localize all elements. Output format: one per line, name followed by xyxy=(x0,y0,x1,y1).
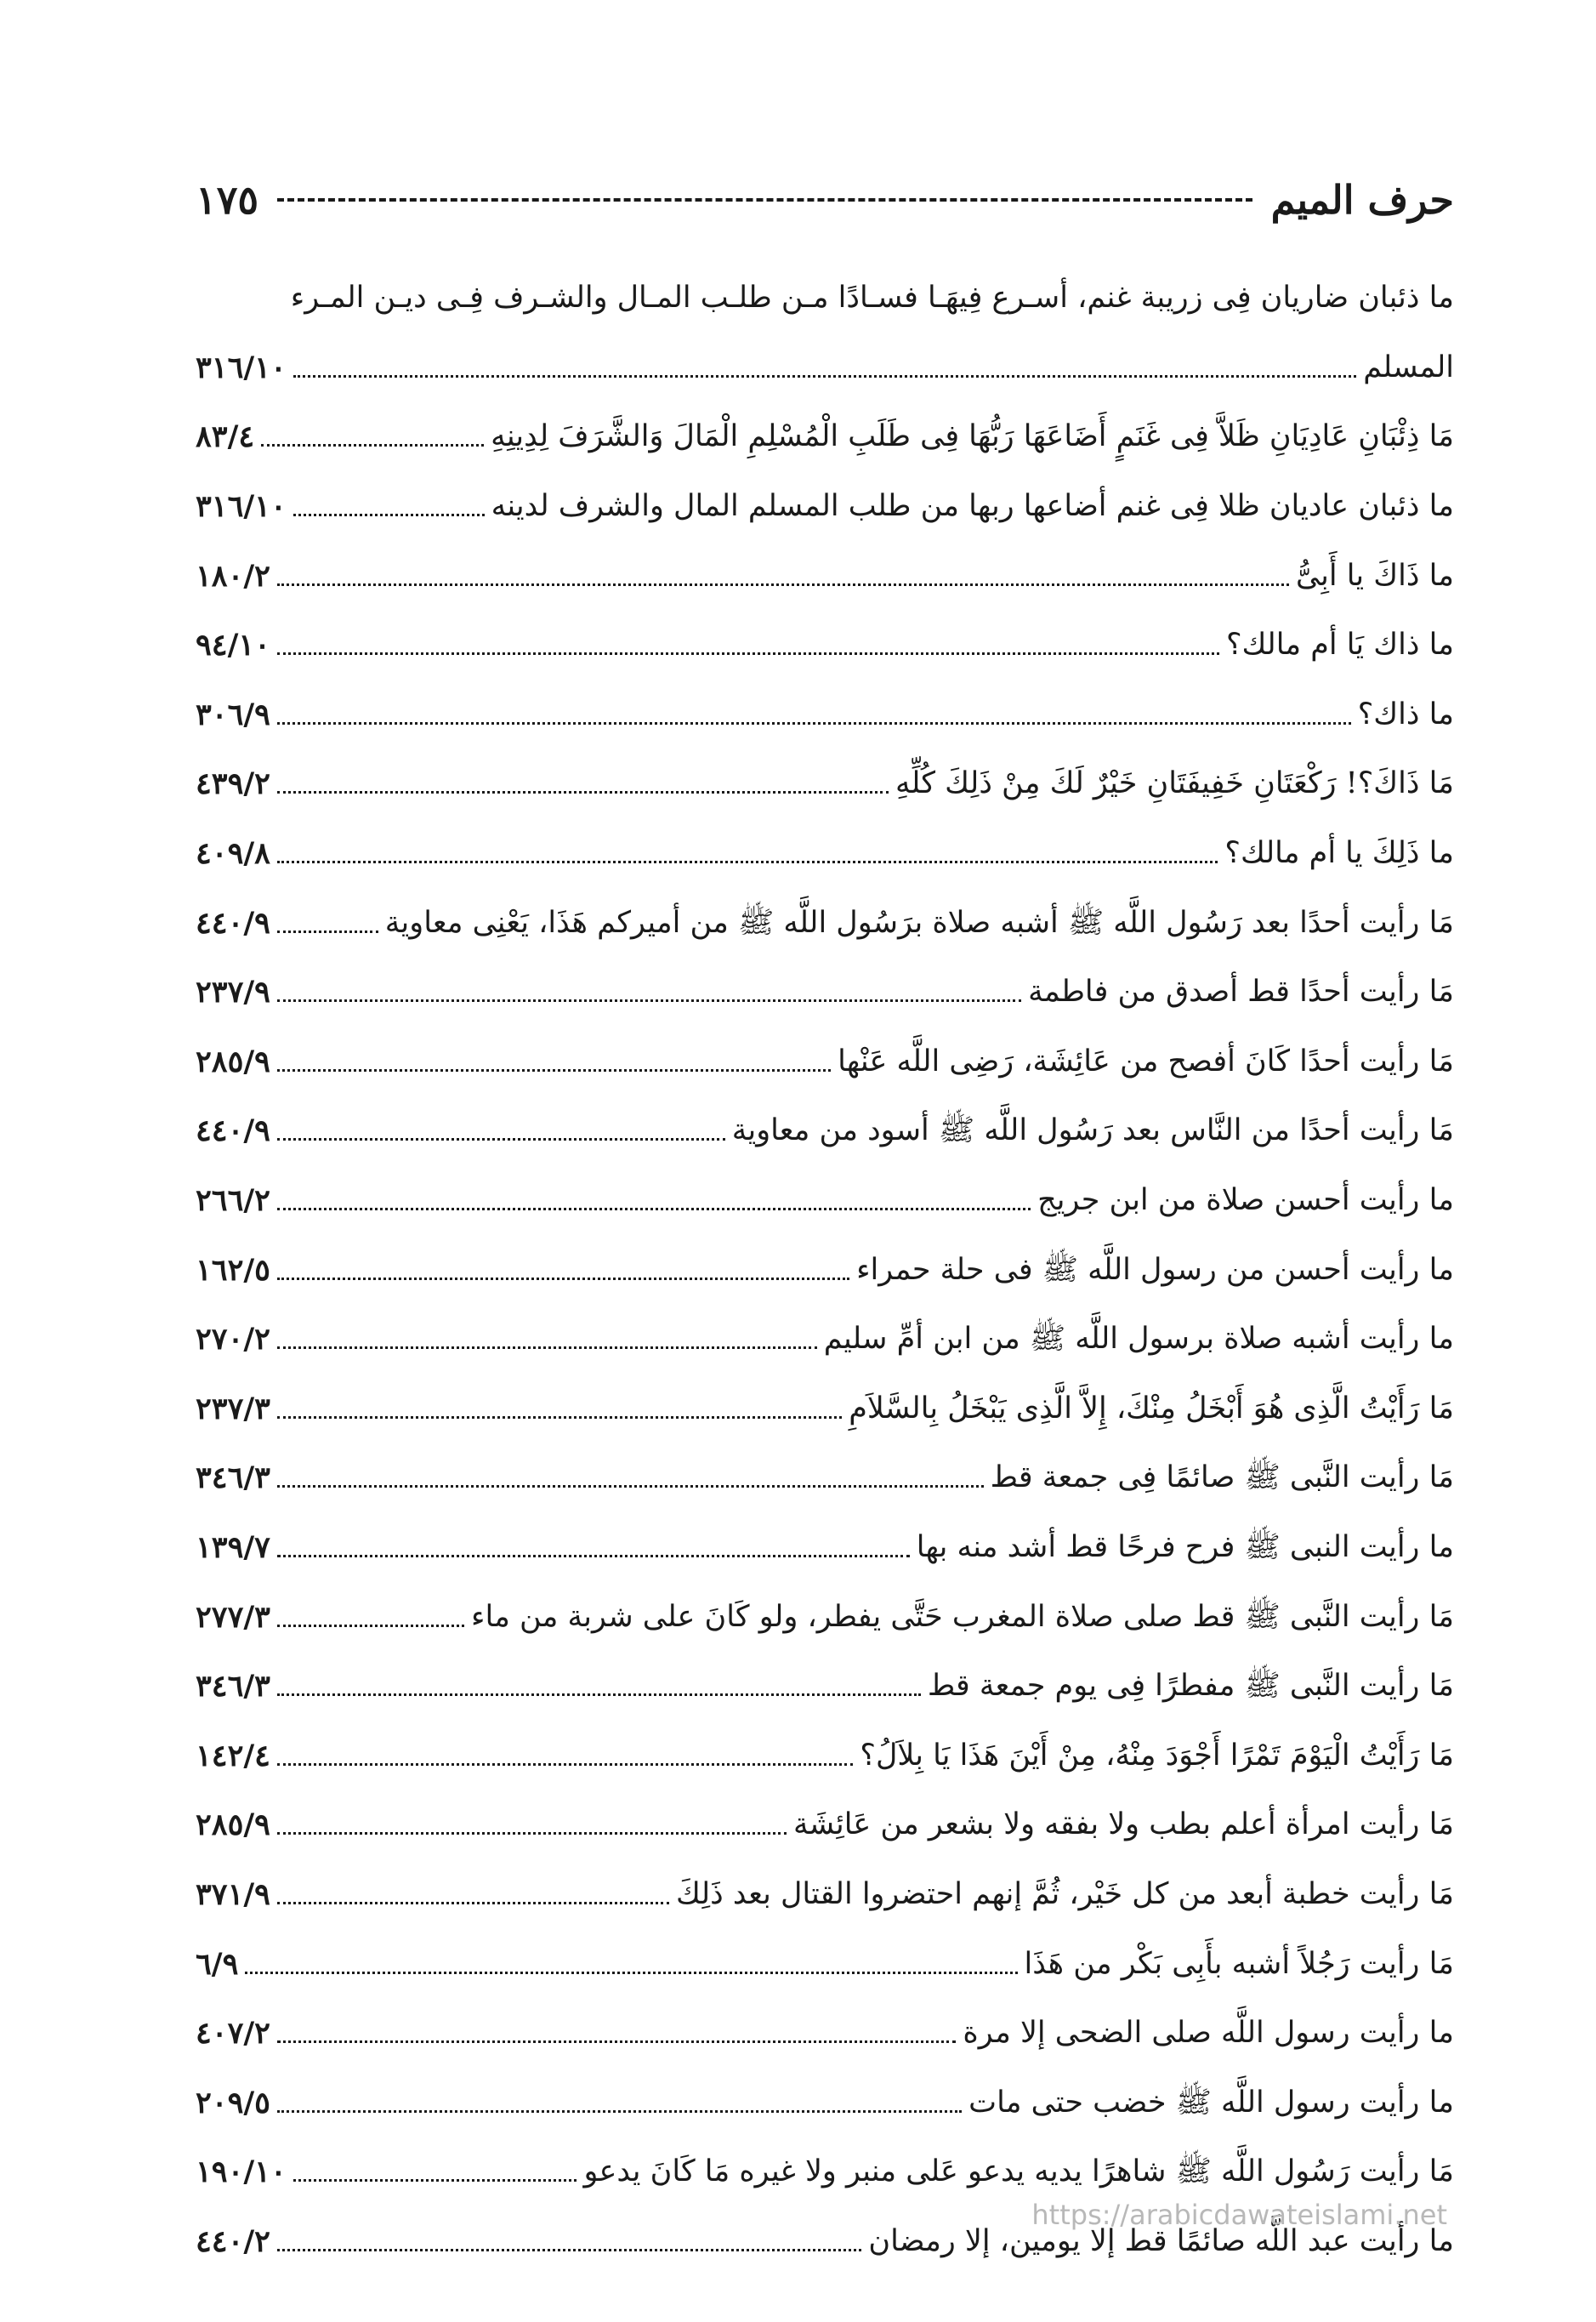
entry-text: مَا رأيت رَسُول اللَّه ﷺ شاهرًا يديه يدعو عَلى منبر ولا غيره مَا كَانَ يدعو xyxy=(583,2154,1454,2189)
index-entry xyxy=(196,1860,1454,1930)
leader-dots xyxy=(277,1902,669,1904)
index-entry xyxy=(196,1513,1454,1583)
entry-reference: ٣٤٦/٣ xyxy=(196,1669,270,1705)
index-entry xyxy=(196,402,1454,472)
entry-reference: ٢٣٧/٣ xyxy=(196,1391,270,1426)
index-entry xyxy=(196,1027,1454,1097)
entry-text: مَا رأيت امرأة أعلم بطب ولا بفقه ولا بشعر من عَائِشَة xyxy=(792,1807,1454,1842)
index-entry xyxy=(196,888,1454,958)
index-entry xyxy=(196,1582,1454,1652)
entry-text: مَا ذَاكَ؟! رَكْعَتَانِ خَفِيفَتَانِ خَيْرٌ لَكَ مِنْ ذَلِكَ كُلِّهِ xyxy=(895,766,1454,801)
leader-dots xyxy=(277,1138,725,1141)
page-number: ١٧٥ xyxy=(196,177,259,223)
entry-text: ما ذاك يَا أم مالك؟ xyxy=(1225,628,1454,663)
entry-reference: ٩٤/١٠ xyxy=(196,628,270,663)
leader-dots xyxy=(245,1972,1017,1974)
leader-dots xyxy=(277,1485,984,1488)
entry-text: مَا رَأَيْتُ الْيَوْمَ تَمْرًا أَجْوَدَ مِنْهُ، مِنْ أَيْنَ هَذَا يَا بِلاَلُ؟ xyxy=(860,1738,1454,1773)
entry-reference: ١٩٠/١٠ xyxy=(196,2154,287,2190)
leader-dots xyxy=(277,722,1351,725)
entry-reference: ٢٧٧/٣ xyxy=(196,1599,270,1635)
index-entry xyxy=(196,1929,1454,1999)
leader-dots xyxy=(277,2249,861,2251)
entry-text: ما ذئبان عاديان ظلا فِى غنم أضاعها ربها من طلب المسلم المال والشرف لدينه xyxy=(491,489,1454,524)
entry-reference: ٣٤٦/٣ xyxy=(196,1460,270,1496)
entry-reference: ٤٤٠/٢ xyxy=(196,2223,270,2259)
entry-reference: ١٣٩/٧ xyxy=(196,1529,270,1565)
leader-dots xyxy=(277,1555,910,1557)
index-entry xyxy=(196,1235,1454,1305)
entry-text: مَا ذِئْبَانِ عَادِيَانِ ظَلاَّ فِى غَنَمٍ أَضَاعَهَا رَبُّهَا فِى طَلَبِ الْمُسْلِمِ الْمَالَ وَالشَّرَفَ لِدِينِهِ xyxy=(491,419,1454,454)
entry-reference: ٢٦٦/٢ xyxy=(196,1183,270,1219)
entry-text: مَا رأيت أحدًا كَانَ أفصح من عَائِشَة، رَضِى اللَّه عَنْها xyxy=(838,1044,1454,1078)
leader-dots xyxy=(277,1763,853,1766)
entry-reference: ١٦٢/٥ xyxy=(196,1252,270,1288)
leader-dots xyxy=(293,514,485,516)
entry-text: ما رأيت عبد اللَّه صائمًا قط إلا يومين، إلا رمضان xyxy=(868,2223,1454,2258)
leader-dots xyxy=(277,2110,962,2113)
index-entry xyxy=(196,1443,1454,1513)
leader-dots xyxy=(261,444,484,447)
entry-reference: ٣٧١/٩ xyxy=(196,1876,270,1912)
entry-reference: ٢٠٩/٥ xyxy=(196,2085,270,2120)
entry-reference: ٤٤٠/٩ xyxy=(196,1113,270,1149)
entry-text: ما ذاك؟ xyxy=(1357,697,1454,731)
entry-text: ما رأيت النبى ﷺ فرح فرحًا قط أشد منه بها xyxy=(916,1529,1454,1564)
index-entry xyxy=(196,1374,1454,1444)
index-entry xyxy=(196,333,1454,403)
index-entry xyxy=(196,819,1454,889)
entry-reference: ٤٠٩/٨ xyxy=(196,836,270,872)
entry-text: مَا رأيت خطبة أبعد من كل خَيْر، ثُمَّ إنهم احتضروا القتال بعد ذَلِكَ xyxy=(675,1876,1454,1911)
leader-dots xyxy=(277,1278,849,1280)
entry-text: ما ذَلِكَ يا أم مالك؟ xyxy=(1224,836,1454,871)
entry-text: مَا رَأَيْتُ الَّذِى هُوَ أَبْخَلُ مِنْكَ، إِلاَّ الَّذِى يَبْخَلُ بِالسَّلاَمِ xyxy=(849,1391,1454,1426)
header-dashed-rule xyxy=(277,198,1252,202)
leader-dots xyxy=(277,1416,842,1419)
entry-text: مَا رأيت النَّبى ﷺ قط صلى صلاة المغرب حَتَّى يفطر، ولو كَانَ على شربة من ماء xyxy=(471,1599,1454,1634)
entry-reference: ٦/٩ xyxy=(196,1946,239,1982)
entry-reference: ٣١٦/١٠ xyxy=(196,489,287,525)
leader-dots xyxy=(277,791,889,794)
watermark-url: https://arabicdawateislami.net xyxy=(1031,2199,1447,2231)
entry-text: ما رأيت أحسن صلاة من ابن جريج xyxy=(1037,1183,1454,1218)
entry-reference: ٨٣/٤ xyxy=(196,419,255,455)
index-entry xyxy=(196,1096,1454,1166)
leader-dots xyxy=(277,1693,921,1696)
section-title: حرف الميم xyxy=(1270,177,1454,223)
leader-dots xyxy=(277,583,1289,586)
leader-dots xyxy=(277,652,1219,655)
index-entry xyxy=(196,1999,1454,2069)
entry-reference: ٢٧٠/٢ xyxy=(196,1322,270,1357)
entry-text: مَا رأيت أحدًا قط أصدق من فاطمة xyxy=(1028,975,1454,1010)
leader-dots xyxy=(277,1625,464,1627)
index-entry xyxy=(196,1790,1454,1860)
index-entry xyxy=(196,2137,1454,2207)
entry-text: ما رأيت رسول اللَّه صلى الضحى إلا مرة xyxy=(963,2016,1454,2051)
entry-text: مَا رأيت رَجُلاً أشبه بأَبِى بَكْر من هَذَا xyxy=(1024,1946,1454,1981)
leader-dots xyxy=(277,1832,787,1835)
index-entry xyxy=(196,472,1454,542)
entry-reference: ٢٨٥/٩ xyxy=(196,1807,270,1843)
entry-text: مَا رأيت النَّبى ﷺ مفطرًا فِى يوم جمعة قط xyxy=(927,1669,1454,1704)
entry-reference: ٢٣٧/٩ xyxy=(196,975,270,1010)
leader-dots xyxy=(277,861,1218,863)
entry-text: ما رأيت أحسن من رسول اللَّه ﷺ فى حلة حمراء xyxy=(856,1252,1454,1287)
entry-reference: ٣١٦/١٠ xyxy=(196,350,287,385)
leader-dots xyxy=(277,2040,956,2043)
index-entry xyxy=(196,1652,1454,1722)
leader-dots xyxy=(277,1069,831,1072)
index-entry xyxy=(196,264,1454,333)
entry-text: مَا رأيت أحدًا من النَّاس بعد رَسُول اللَّه ﷺ أسود من معاوية xyxy=(731,1113,1454,1148)
entry-text: ما ذَاكَ يا أَبِىُّ xyxy=(1296,558,1454,593)
entry-text: ما ذئبان ضاريان فِى زريبة غنم، أسـرع فِيهَـا فسـادًا مـن طلـب المـال والشـرف فِـى ديـن المـرء xyxy=(290,281,1454,316)
index-entry xyxy=(196,1305,1454,1374)
entry-reference: ١٨٠/٢ xyxy=(196,558,270,594)
leader-dots xyxy=(293,375,1356,378)
leader-dots xyxy=(293,2179,577,2182)
entry-text: ما رأيت أشبه صلاة برسول اللَّه ﷺ من ابن أمِّ سليم xyxy=(823,1322,1454,1357)
entry-text: مَا رأيت أحدًا بعد رَسُول اللَّه ﷺ أشبه صلاة برَسُول اللَّه ﷺ من أميركم هَذَا، يَعْنِى معاوية xyxy=(384,905,1454,940)
index-entry xyxy=(196,1721,1454,1790)
entry-reference: ٤٤٠/٩ xyxy=(196,905,270,941)
leader-dots xyxy=(277,1346,817,1349)
leader-dots xyxy=(277,931,378,933)
entry-reference: ١٤٢/٤ xyxy=(196,1738,270,1773)
index-entry xyxy=(196,2068,1454,2137)
index-entry xyxy=(196,749,1454,819)
entry-text: المسلم xyxy=(1363,350,1454,384)
entry-reference: ٤٠٧/٢ xyxy=(196,2016,270,2052)
entry-reference: ٤٣٩/٢ xyxy=(196,766,270,802)
index-entry xyxy=(196,680,1454,750)
index-entry xyxy=(196,541,1454,611)
index-entry xyxy=(196,611,1454,680)
entry-text: ما رأيت رسول اللَّه ﷺ خضب حتى مات xyxy=(968,2085,1454,2120)
index-entry-list xyxy=(196,264,1454,2276)
index-entry xyxy=(196,1166,1454,1236)
index-entry xyxy=(196,958,1454,1027)
leader-dots xyxy=(277,1208,1031,1210)
page-header xyxy=(196,170,1454,230)
entry-reference: ٢٨٥/٩ xyxy=(196,1044,270,1079)
entry-reference: ٣٠٦/٩ xyxy=(196,697,270,732)
leader-dots xyxy=(277,999,1021,1002)
entry-text: مَا رأيت النَّبى ﷺ صائمًا فِى جمعة قط xyxy=(990,1460,1454,1495)
